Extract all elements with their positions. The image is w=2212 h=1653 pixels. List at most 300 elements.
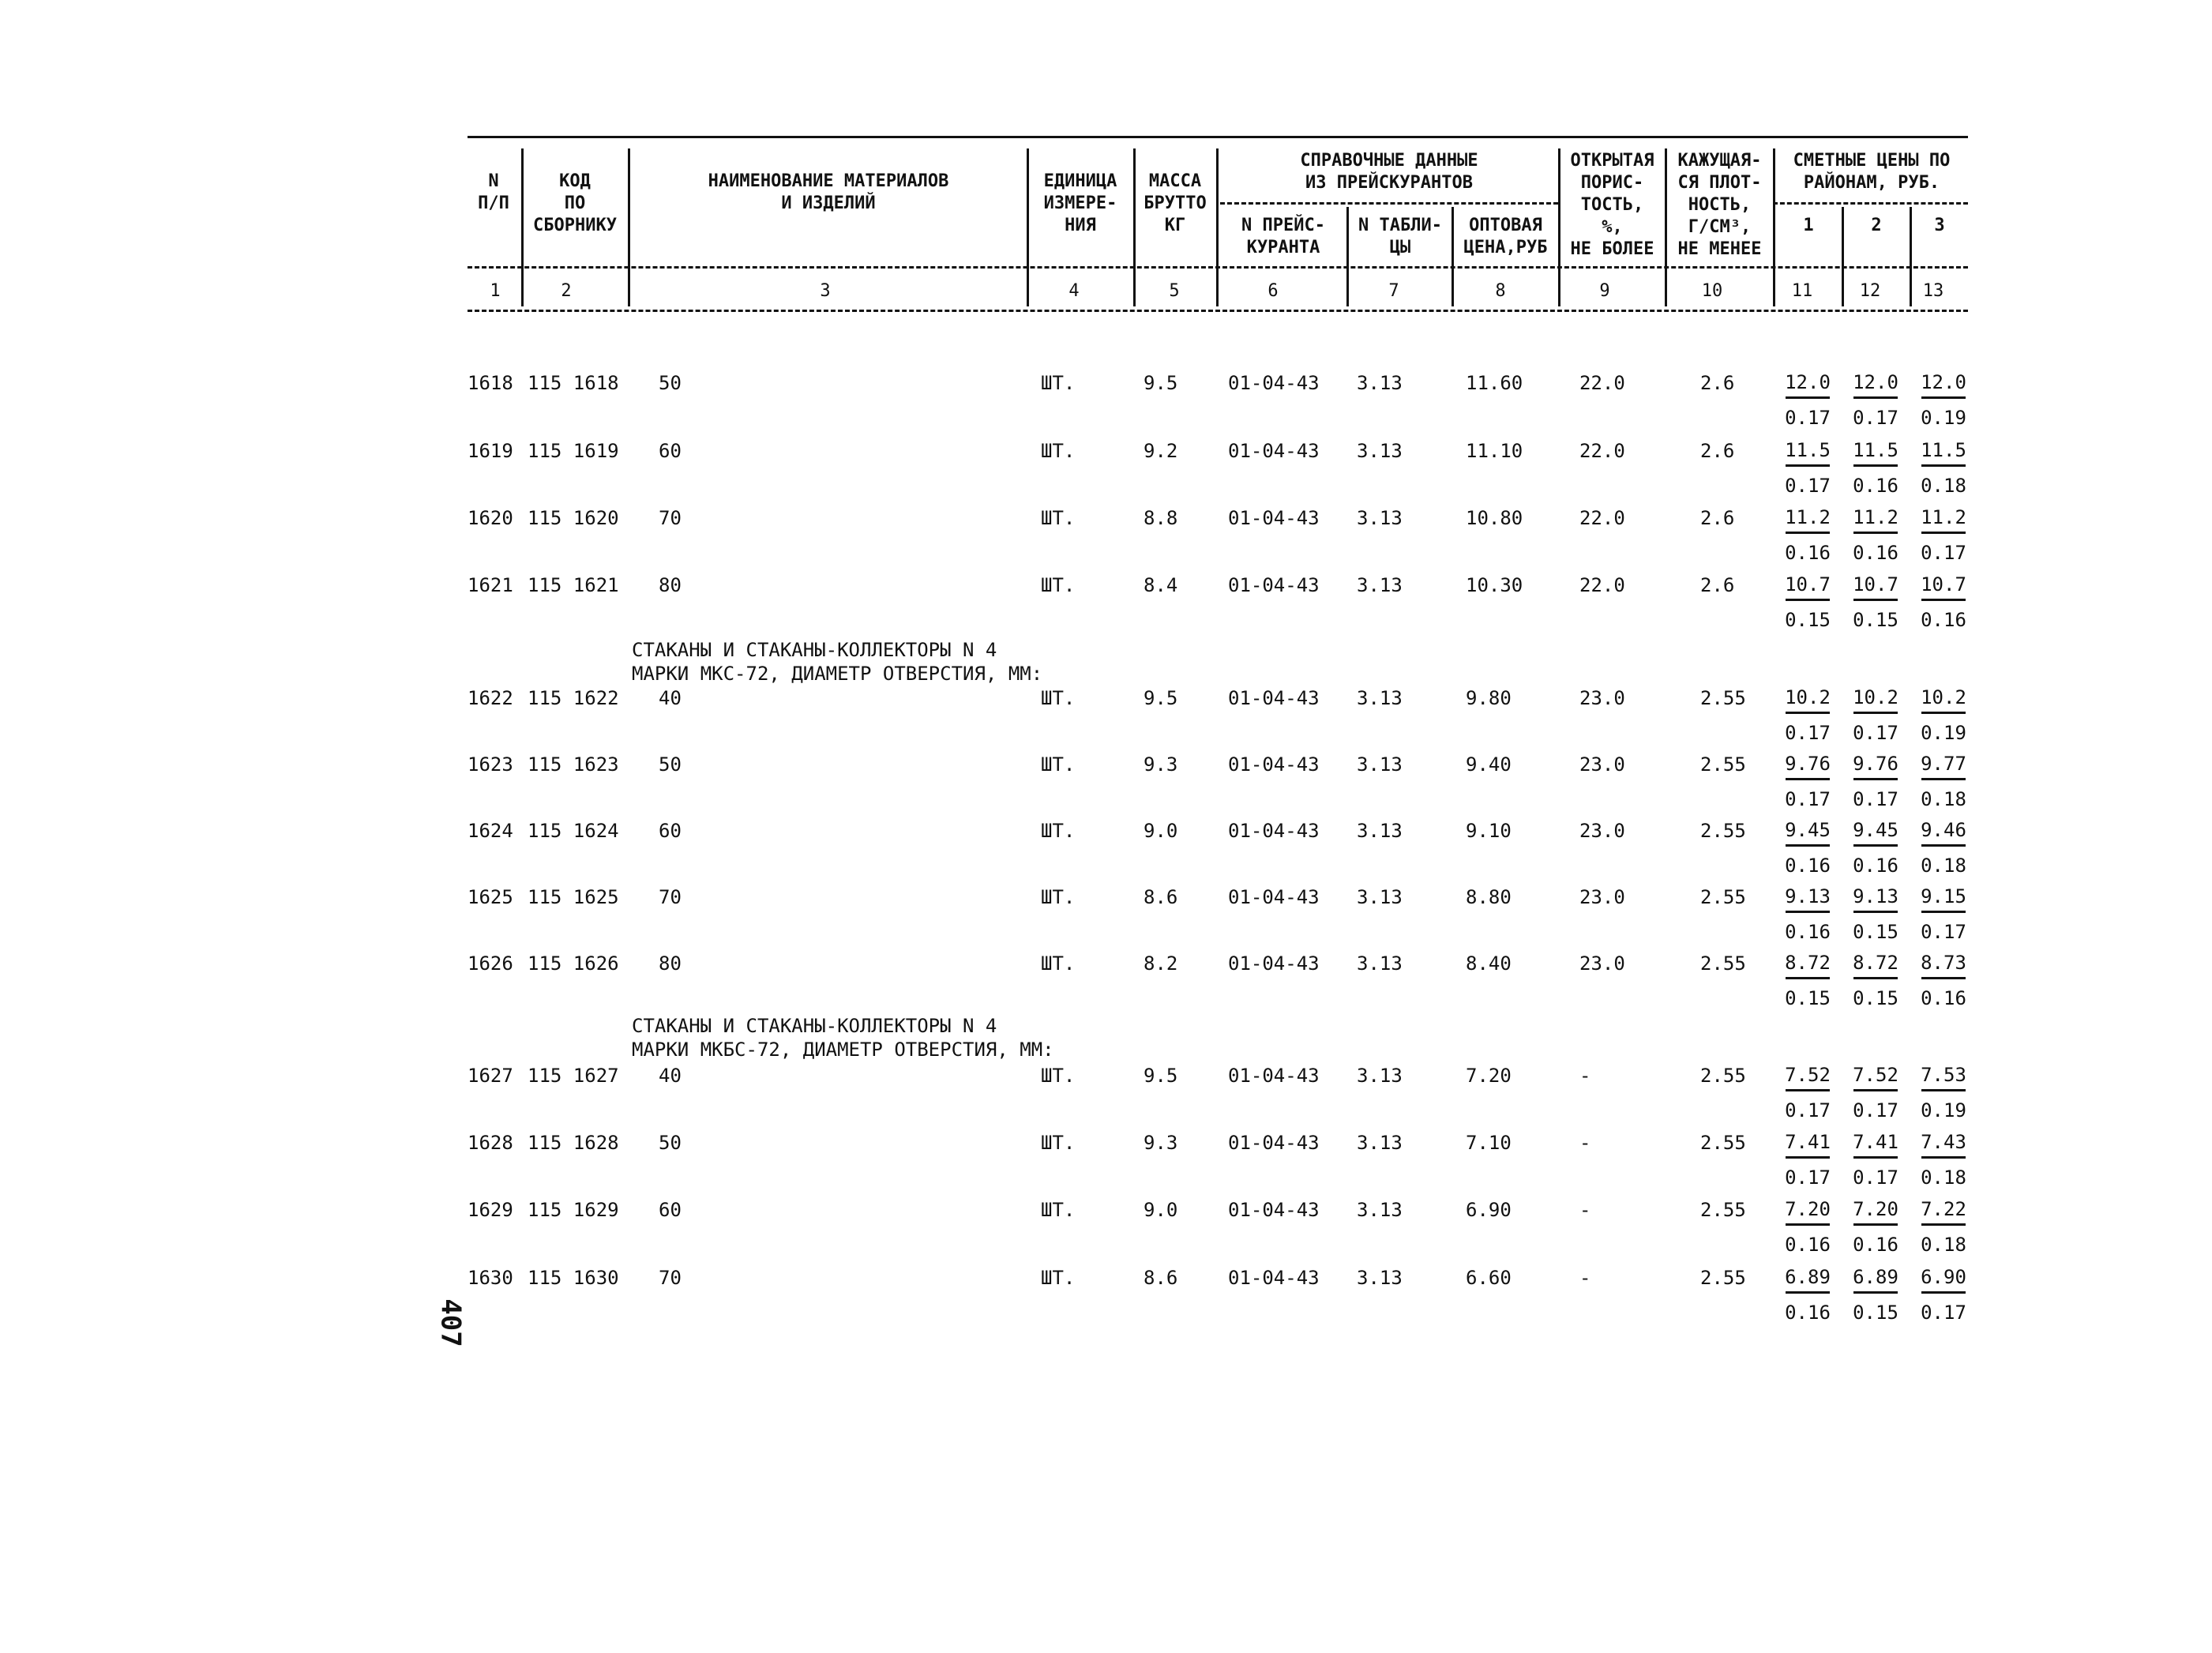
header-col9: ОТКРЫТАЯ ПОРИС- ТОСТЬ, %, НЕ БОЛЕЕ bbox=[1570, 151, 1654, 259]
district-price-3 bbox=[1915, 439, 1972, 497]
district-price-3 bbox=[1915, 1064, 1972, 1121]
price-value: 7.20 bbox=[1785, 1198, 1831, 1220]
header-col5: МАССА БРУТТО КГ bbox=[1144, 171, 1207, 235]
district-price-1 bbox=[1779, 506, 1836, 564]
district-price-3 bbox=[1915, 573, 1972, 631]
row-pricelist: 01-04-43 bbox=[1228, 687, 1320, 709]
district-price-1 bbox=[1779, 1266, 1836, 1324]
fraction-bar bbox=[1786, 599, 1830, 609]
price-group-rule bbox=[1773, 202, 1968, 205]
district-price-3 bbox=[1915, 506, 1972, 564]
row-porosity: 23.0 bbox=[1579, 687, 1625, 709]
price-share: 0.18 bbox=[1921, 788, 1966, 810]
price-share: 0.17 bbox=[1785, 1099, 1831, 1121]
price-share: 0.16 bbox=[1853, 542, 1898, 564]
district-price-1 bbox=[1779, 1064, 1836, 1121]
price-share: 0.16 bbox=[1921, 609, 1966, 631]
ref-group-rule bbox=[1220, 202, 1558, 205]
row-porosity: 23.0 bbox=[1579, 753, 1625, 776]
price-share: 0.18 bbox=[1921, 855, 1966, 877]
price-share: 0.18 bbox=[1921, 475, 1966, 497]
fraction-bar bbox=[1786, 1291, 1830, 1302]
price-value: 7.43 bbox=[1921, 1131, 1966, 1153]
row-code: 115 1622 bbox=[528, 687, 619, 709]
row-pricelist: 01-04-43 bbox=[1228, 952, 1320, 975]
row-wholesale-price: 7.10 bbox=[1466, 1132, 1512, 1154]
price-share: 0.16 bbox=[1853, 1234, 1898, 1256]
column-number: 6 bbox=[1267, 281, 1279, 301]
row-unit: ШТ. bbox=[1041, 687, 1076, 709]
district-price-2 bbox=[1847, 952, 1904, 1009]
row-mass: 9.0 bbox=[1144, 1199, 1178, 1221]
fraction-bar bbox=[1853, 1223, 1898, 1234]
fraction-bar bbox=[1853, 977, 1898, 987]
row-code: 115 1619 bbox=[528, 440, 619, 462]
row-porosity: 22.0 bbox=[1579, 440, 1625, 462]
row-wholesale-price: 8.80 bbox=[1466, 886, 1512, 908]
district-price-2 bbox=[1847, 1198, 1904, 1256]
row-unit: ШТ. bbox=[1041, 440, 1076, 462]
price-share: 0.16 bbox=[1785, 855, 1831, 877]
price-value: 7.22 bbox=[1921, 1198, 1966, 1220]
row-pricelist: 01-04-43 bbox=[1228, 886, 1320, 908]
district-price-1 bbox=[1779, 753, 1836, 810]
price-value: 6.89 bbox=[1785, 1266, 1831, 1288]
price-share: 0.17 bbox=[1785, 407, 1831, 429]
price-value: 7.20 bbox=[1853, 1198, 1898, 1220]
row-unit: ШТ. bbox=[1041, 820, 1076, 842]
price-value: 12.0 bbox=[1921, 371, 1966, 393]
fraction-bar bbox=[1921, 1291, 1966, 1302]
district-price-2 bbox=[1847, 439, 1904, 497]
row-density: 2.55 bbox=[1700, 1199, 1746, 1221]
row-wholesale-price: 8.40 bbox=[1466, 952, 1512, 975]
column-number: 1 bbox=[490, 281, 501, 301]
price-value: 7.41 bbox=[1785, 1131, 1831, 1153]
column-number: 11 bbox=[1791, 281, 1813, 301]
row-code: 115 1623 bbox=[528, 753, 619, 776]
fraction-bar bbox=[1921, 464, 1966, 475]
row-density: 2.55 bbox=[1700, 1065, 1746, 1087]
district-price-2 bbox=[1847, 819, 1904, 877]
row-unit: ШТ. bbox=[1041, 886, 1076, 908]
row-pricelist: 01-04-43 bbox=[1228, 574, 1320, 596]
district-price-2 bbox=[1847, 753, 1904, 810]
row-pricelist: 01-04-43 bbox=[1228, 507, 1320, 529]
price-share: 0.17 bbox=[1921, 1302, 1966, 1324]
row-wholesale-price: 6.60 bbox=[1466, 1267, 1512, 1289]
price-value: 9.46 bbox=[1921, 819, 1966, 841]
row-unit: ШТ. bbox=[1041, 372, 1076, 394]
fraction-bar bbox=[1921, 599, 1966, 609]
price-value: 10.7 bbox=[1785, 573, 1831, 595]
column-number: 13 bbox=[1922, 281, 1944, 301]
row-porosity: 23.0 bbox=[1579, 886, 1625, 908]
district-price-1 bbox=[1779, 686, 1836, 744]
row-mass: 9.5 bbox=[1144, 372, 1178, 394]
fraction-bar bbox=[1921, 778, 1966, 788]
row-pricelist: 01-04-43 bbox=[1228, 1065, 1320, 1087]
row-table: 3.13 bbox=[1357, 372, 1403, 394]
col-sep bbox=[1216, 148, 1219, 306]
row-number: 1628 bbox=[468, 1132, 513, 1154]
fraction-bar bbox=[1786, 844, 1830, 855]
row-mass: 8.4 bbox=[1144, 574, 1178, 596]
column-number: 10 bbox=[1701, 281, 1723, 301]
district-price-1 bbox=[1779, 371, 1836, 429]
row-density: 2.55 bbox=[1700, 1267, 1746, 1289]
fraction-bar bbox=[1786, 464, 1830, 475]
district-price-2 bbox=[1847, 371, 1904, 429]
row-code: 115 1629 bbox=[528, 1199, 619, 1221]
row-number: 1624 bbox=[468, 820, 513, 842]
column-number: 7 bbox=[1388, 281, 1399, 301]
district-price-2 bbox=[1847, 573, 1904, 631]
district-price-2 bbox=[1847, 686, 1904, 744]
row-name: 60 bbox=[659, 440, 682, 462]
price-value: 9.45 bbox=[1785, 819, 1831, 841]
row-name: 60 bbox=[659, 820, 682, 842]
fraction-bar bbox=[1853, 532, 1898, 542]
district-price-3 bbox=[1915, 371, 1972, 429]
row-mass: 9.5 bbox=[1144, 687, 1178, 709]
fraction-bar bbox=[1853, 599, 1898, 609]
row-number: 1629 bbox=[468, 1199, 513, 1221]
district-price-3 bbox=[1915, 753, 1972, 810]
district-price-2 bbox=[1847, 1131, 1904, 1189]
row-number: 1621 bbox=[468, 574, 513, 596]
fraction-bar bbox=[1853, 1089, 1898, 1099]
price-value: 11.2 bbox=[1921, 506, 1966, 528]
row-density: 2.6 bbox=[1700, 372, 1735, 394]
price-value: 10.2 bbox=[1785, 686, 1831, 708]
price-share: 0.17 bbox=[1853, 788, 1898, 810]
row-wholesale-price: 11.10 bbox=[1466, 440, 1523, 462]
price-share: 0.15 bbox=[1853, 921, 1898, 943]
price-share: 0.18 bbox=[1921, 1166, 1966, 1189]
price-share: 0.18 bbox=[1921, 1234, 1966, 1256]
fraction-bar bbox=[1853, 778, 1898, 788]
row-unit: ШТ. bbox=[1041, 1065, 1076, 1087]
row-mass: 9.0 bbox=[1144, 820, 1178, 842]
row-porosity: 22.0 bbox=[1579, 507, 1625, 529]
header-col10: КАЖУЩАЯ- СЯ ПЛОТ- НОСТЬ, Г/СМ³, НЕ МЕНЕЕ bbox=[1677, 151, 1762, 259]
row-number: 1625 bbox=[468, 886, 513, 908]
price-value: 6.90 bbox=[1921, 1266, 1966, 1288]
price-value: 9.15 bbox=[1921, 885, 1966, 907]
row-number: 1619 bbox=[468, 440, 513, 462]
column-number: 8 bbox=[1495, 281, 1506, 301]
district-price-3 bbox=[1915, 952, 1972, 1009]
row-wholesale-price: 9.10 bbox=[1466, 820, 1512, 842]
row-unit: ШТ. bbox=[1041, 574, 1076, 596]
price-share: 0.16 bbox=[1921, 987, 1966, 1009]
price-value: 9.76 bbox=[1853, 753, 1898, 775]
row-name: 50 bbox=[659, 1132, 682, 1154]
group-heading-mkbs: СТАКАНЫ И СТАКАНЫ-КОЛЛЕКТОРЫ N 4 МАРКИ МКБС-72, ДИАМЕТР ОТВЕРСТИЯ, ММ: bbox=[632, 1015, 1054, 1061]
price-value: 9.77 bbox=[1921, 753, 1966, 775]
fraction-bar bbox=[1921, 1156, 1966, 1166]
price-share: 0.19 bbox=[1921, 1099, 1966, 1121]
row-wholesale-price: 9.40 bbox=[1466, 753, 1512, 776]
row-wholesale-price: 7.20 bbox=[1466, 1065, 1512, 1087]
district-price-1 bbox=[1779, 819, 1836, 877]
price-value: 8.72 bbox=[1785, 952, 1831, 974]
row-unit: ШТ. bbox=[1041, 1132, 1076, 1154]
row-name: 50 bbox=[659, 753, 682, 776]
row-name: 70 bbox=[659, 507, 682, 529]
row-density: 2.55 bbox=[1700, 820, 1746, 842]
fraction-bar bbox=[1921, 712, 1966, 722]
price-value: 12.0 bbox=[1785, 371, 1831, 393]
row-wholesale-price: 10.80 bbox=[1466, 507, 1523, 529]
row-unit: ШТ. bbox=[1041, 1267, 1076, 1289]
price-share: 0.19 bbox=[1921, 722, 1966, 744]
header-col6: N ПРЕЙС- КУРАНТА bbox=[1241, 216, 1325, 257]
row-mass: 9.3 bbox=[1144, 1132, 1178, 1154]
row-number: 1627 bbox=[468, 1065, 513, 1087]
price-share: 0.17 bbox=[1921, 542, 1966, 564]
column-number: 3 bbox=[820, 281, 831, 301]
price-share: 0.17 bbox=[1853, 1166, 1898, 1189]
row-pricelist: 01-04-43 bbox=[1228, 1199, 1320, 1221]
fraction-bar bbox=[1921, 532, 1966, 542]
fraction-bar bbox=[1921, 1089, 1966, 1099]
price-value: 10.2 bbox=[1853, 686, 1898, 708]
district-price-1 bbox=[1779, 573, 1836, 631]
row-table: 3.13 bbox=[1357, 1199, 1403, 1221]
price-value: 9.45 bbox=[1853, 819, 1898, 841]
row-table: 3.13 bbox=[1357, 687, 1403, 709]
row-porosity: - bbox=[1579, 1199, 1591, 1221]
row-table: 3.13 bbox=[1357, 440, 1403, 462]
price-value: 10.7 bbox=[1921, 573, 1966, 595]
row-name: 40 bbox=[659, 1065, 682, 1087]
fraction-bar bbox=[1853, 396, 1898, 407]
row-number: 1618 bbox=[468, 372, 513, 394]
row-name: 60 bbox=[659, 1199, 682, 1221]
row-porosity: - bbox=[1579, 1267, 1591, 1289]
price-value: 8.72 bbox=[1853, 952, 1898, 974]
fraction-bar bbox=[1853, 1156, 1898, 1166]
row-number: 1630 bbox=[468, 1267, 513, 1289]
fraction-bar bbox=[1786, 1156, 1830, 1166]
district-price-2 bbox=[1847, 885, 1904, 943]
row-number: 1620 bbox=[468, 507, 513, 529]
row-code: 115 1621 bbox=[528, 574, 619, 596]
fraction-bar bbox=[1786, 396, 1830, 407]
district-price-2 bbox=[1847, 1266, 1904, 1324]
district-price-1 bbox=[1779, 1198, 1836, 1256]
row-density: 2.55 bbox=[1700, 753, 1746, 776]
fraction-bar bbox=[1853, 464, 1898, 475]
row-mass: 8.2 bbox=[1144, 952, 1178, 975]
row-wholesale-price: 11.60 bbox=[1466, 372, 1523, 394]
row-wholesale-price: 6.90 bbox=[1466, 1199, 1512, 1221]
price-share: 0.16 bbox=[1785, 1234, 1831, 1256]
price-value: 6.89 bbox=[1853, 1266, 1898, 1288]
price-share: 0.17 bbox=[1785, 475, 1831, 497]
row-pricelist: 01-04-43 bbox=[1228, 372, 1320, 394]
price-value: 11.2 bbox=[1785, 506, 1831, 528]
header-col2: КОД ПО СБОРНИКУ bbox=[533, 171, 617, 235]
row-mass: 8.6 bbox=[1144, 886, 1178, 908]
price-share: 0.16 bbox=[1785, 921, 1831, 943]
fraction-bar bbox=[1921, 977, 1966, 987]
row-mass: 9.5 bbox=[1144, 1065, 1178, 1087]
row-table: 3.13 bbox=[1357, 1065, 1403, 1087]
district-price-2 bbox=[1847, 1064, 1904, 1121]
column-number: 4 bbox=[1068, 281, 1080, 301]
header-top-rule bbox=[468, 136, 1968, 138]
header-col12: 2 bbox=[1871, 216, 1882, 235]
col-sep bbox=[628, 148, 630, 306]
fraction-bar bbox=[1786, 532, 1830, 542]
row-number: 1626 bbox=[468, 952, 513, 975]
row-mass: 9.3 bbox=[1144, 753, 1178, 776]
column-number: 9 bbox=[1599, 281, 1610, 301]
row-density: 2.55 bbox=[1700, 1132, 1746, 1154]
row-pricelist: 01-04-43 bbox=[1228, 820, 1320, 842]
price-share: 0.17 bbox=[1785, 1166, 1831, 1189]
row-density: 2.55 bbox=[1700, 952, 1746, 975]
fraction-bar bbox=[1921, 911, 1966, 921]
price-share: 0.15 bbox=[1853, 987, 1898, 1009]
header-ref-group: СПРАВОЧНЫЕ ДАННЫЕ ИЗ ПРЕЙСКУРАНТОВ bbox=[1300, 151, 1478, 193]
fraction-bar bbox=[1786, 911, 1830, 921]
row-unit: ШТ. bbox=[1041, 1199, 1076, 1221]
price-share: 0.16 bbox=[1785, 1302, 1831, 1324]
page-number: 407 bbox=[434, 1298, 467, 1347]
row-density: 2.6 bbox=[1700, 440, 1735, 462]
row-porosity: - bbox=[1579, 1065, 1591, 1087]
price-value: 7.52 bbox=[1853, 1064, 1898, 1086]
row-porosity: 23.0 bbox=[1579, 820, 1625, 842]
row-code: 115 1628 bbox=[528, 1132, 619, 1154]
row-name: 70 bbox=[659, 886, 682, 908]
row-unit: ШТ. bbox=[1041, 952, 1076, 975]
row-density: 2.6 bbox=[1700, 574, 1735, 596]
row-wholesale-price: 9.80 bbox=[1466, 687, 1512, 709]
header-col13: 3 bbox=[1934, 216, 1945, 235]
row-table: 3.13 bbox=[1357, 886, 1403, 908]
column-number: 2 bbox=[561, 281, 572, 301]
row-code: 115 1627 bbox=[528, 1065, 619, 1087]
header-col8: ОПТОВАЯ ЦЕНА,РУБ bbox=[1463, 216, 1548, 257]
price-share: 0.15 bbox=[1853, 1302, 1898, 1324]
group-heading-mks: СТАКАНЫ И СТАКАНЫ-КОЛЛЕКТОРЫ N 4 МАРКИ МКС-72, ДИАМЕТР ОТВЕРСТИЯ, ММ: bbox=[632, 639, 1043, 685]
row-porosity: 22.0 bbox=[1579, 574, 1625, 596]
column-number: 5 bbox=[1169, 281, 1180, 301]
district-price-3 bbox=[1915, 819, 1972, 877]
district-price-3 bbox=[1915, 1266, 1972, 1324]
district-price-1 bbox=[1779, 952, 1836, 1009]
header-price-group: СМЕТНЫЕ ЦЕНЫ ПО РАЙОНАМ, РУБ. bbox=[1793, 151, 1951, 193]
fraction-bar bbox=[1921, 844, 1966, 855]
row-name: 70 bbox=[659, 1267, 682, 1289]
price-share: 0.17 bbox=[1853, 722, 1898, 744]
row-mass: 8.6 bbox=[1144, 1267, 1178, 1289]
price-share: 0.16 bbox=[1785, 542, 1831, 564]
price-value: 10.2 bbox=[1921, 686, 1966, 708]
header-col1: N П/П bbox=[478, 171, 509, 213]
row-pricelist: 01-04-43 bbox=[1228, 1132, 1320, 1154]
price-value: 8.73 bbox=[1921, 952, 1966, 974]
fraction-bar bbox=[1786, 977, 1830, 987]
price-share: 0.17 bbox=[1921, 921, 1966, 943]
row-mass: 9.2 bbox=[1144, 440, 1178, 462]
price-value: 11.5 bbox=[1921, 439, 1966, 461]
row-porosity: 22.0 bbox=[1579, 372, 1625, 394]
price-share: 0.17 bbox=[1785, 788, 1831, 810]
row-density: 2.55 bbox=[1700, 687, 1746, 709]
row-table: 3.13 bbox=[1357, 952, 1403, 975]
row-pricelist: 01-04-43 bbox=[1228, 753, 1320, 776]
district-price-3 bbox=[1915, 1131, 1972, 1189]
header-col3: НАИМЕНОВАНИЕ МАТЕРИАЛОВ И ИЗДЕЛИЙ bbox=[708, 171, 949, 213]
row-porosity: 23.0 bbox=[1579, 952, 1625, 975]
price-value: 11.5 bbox=[1785, 439, 1831, 461]
header-bottom-rule bbox=[468, 310, 1968, 312]
row-name: 40 bbox=[659, 687, 682, 709]
row-wholesale-price: 10.30 bbox=[1466, 574, 1523, 596]
row-code: 115 1624 bbox=[528, 820, 619, 842]
row-code: 115 1625 bbox=[528, 886, 619, 908]
row-number: 1622 bbox=[468, 687, 513, 709]
price-share: 0.16 bbox=[1853, 475, 1898, 497]
row-unit: ШТ. bbox=[1041, 753, 1076, 776]
price-value: 11.5 bbox=[1853, 439, 1898, 461]
price-value: 9.13 bbox=[1785, 885, 1831, 907]
price-share: 0.15 bbox=[1785, 609, 1831, 631]
price-share: 0.15 bbox=[1785, 987, 1831, 1009]
district-price-3 bbox=[1915, 686, 1972, 744]
row-density: 2.6 bbox=[1700, 507, 1735, 529]
row-table: 3.13 bbox=[1357, 820, 1403, 842]
price-share: 0.17 bbox=[1853, 407, 1898, 429]
row-pricelist: 01-04-43 bbox=[1228, 1267, 1320, 1289]
row-code: 115 1626 bbox=[528, 952, 619, 975]
fraction-bar bbox=[1853, 712, 1898, 722]
row-porosity: - bbox=[1579, 1132, 1591, 1154]
price-share: 0.15 bbox=[1853, 609, 1898, 631]
price-share: 0.17 bbox=[1785, 722, 1831, 744]
fraction-bar bbox=[1786, 1223, 1830, 1234]
fraction-bar bbox=[1853, 1291, 1898, 1302]
row-code: 115 1620 bbox=[528, 507, 619, 529]
row-code: 115 1630 bbox=[528, 1267, 619, 1289]
price-value: 7.53 bbox=[1921, 1064, 1966, 1086]
price-value: 7.41 bbox=[1853, 1131, 1898, 1153]
fraction-bar bbox=[1853, 844, 1898, 855]
fraction-bar bbox=[1786, 1089, 1830, 1099]
row-table: 3.13 bbox=[1357, 1132, 1403, 1154]
district-price-1 bbox=[1779, 1131, 1836, 1189]
row-name: 80 bbox=[659, 574, 682, 596]
row-number: 1623 bbox=[468, 753, 513, 776]
district-price-1 bbox=[1779, 885, 1836, 943]
price-value: 10.7 bbox=[1853, 573, 1898, 595]
header-col4: ЕДИНИЦА ИЗМЕРЕ- НИЯ bbox=[1043, 171, 1117, 235]
district-price-3 bbox=[1915, 1198, 1972, 1256]
header-col11: 1 bbox=[1803, 216, 1814, 235]
column-number: 12 bbox=[1859, 281, 1881, 301]
fraction-bar bbox=[1786, 712, 1830, 722]
row-unit: ШТ. bbox=[1041, 507, 1076, 529]
row-table: 3.13 bbox=[1357, 507, 1403, 529]
row-table: 3.13 bbox=[1357, 753, 1403, 776]
row-density: 2.55 bbox=[1700, 886, 1746, 908]
